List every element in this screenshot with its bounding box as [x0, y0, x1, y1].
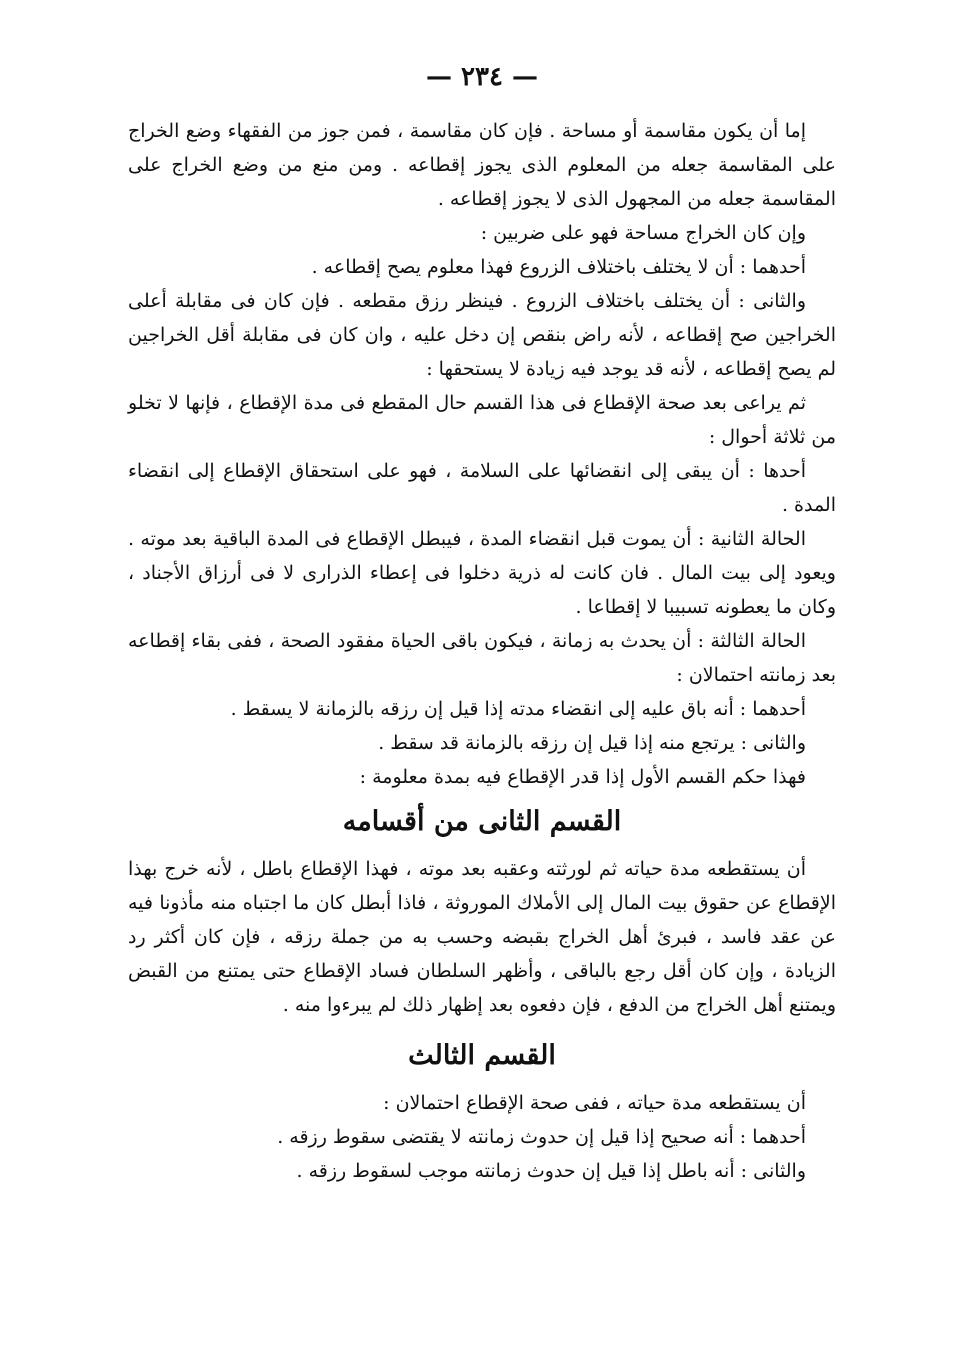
paragraph: أحدها : أن يبقى إلى انقضائها على السلامة ، فهو على استحقاق الإقطاع إلى انقضاء المدة . [128, 460, 836, 516]
paragraph: أن يستقطعه مدة حياته ، ففى صحة الإقطاع احتمالان : [383, 1092, 806, 1114]
paragraph: إما أن يكون مقاسمة أو مساحة . فإن كان مقاسمة ، فمن جوز من الفقهاء وضع الخراج على المقاسمة جعله من المعلوم الذى يجوز إقطاعه . ومن منع من وضع الخراج على المقاسمة جعله من المجهول الذى لا يجوز إقطاعه . [128, 120, 836, 210]
paragraph: فهذا حكم القسم الأول إذا قدر الإقطاع فيه بمدة معلومة : [359, 766, 806, 788]
paragraph: والثانى : أنه باطل إذا قيل إن حدوث زمانته موجب لسقوط رزقه . [296, 1160, 806, 1182]
paragraph: الحالة الثالثة : أن يحدث به زمانة ، فيكون باقى الحياة مفقود الصحة ، ففى بقاء إقطاعه بعد زمانته احتمالان : [128, 630, 836, 686]
paragraph: أحدهما : أنه باق عليه إلى انقضاء مدته إذا قيل إن رزقه بالزمانة لا يسقط . [230, 698, 806, 720]
paragraph: وإن كان الخراج مساحة فهو على ضربين : [480, 222, 806, 244]
paragraph: والثانى : أن يختلف باختلاف الزروع . فينظر رزق مقطعه . فإن كان فى مقابلة أعلى الخراجين صح إقطاعه ، لأنه راض بنقص إن دخل عليه ، وان كان فى مقابلة أقل الخراجين لم يصح إقطاعه ، لأنه قد يوجد فيه زيادة لا يستحقها : [128, 290, 836, 380]
paragraph: والثانى : يرتجع منه إذا قيل إن رزقه بالزمانة قد سقط . [378, 732, 806, 754]
section-3 [128, 1086, 836, 1188]
paragraph: ثم يراعى بعد صحة الإقطاع فى هذا القسم حال المقطع فى مدة الإقطاع ، فإنها لا تخلو من ثلاثة أحوال : [128, 392, 836, 448]
paragraph: أن يستقطعه مدة حياته ثم لورثته وعقبه بعد موته ، فهذا الإقطاع باطل ، لأنه خرج بهذا الإقطاع عن حقوق بيت المال إلى الأملاك الموروثة ، فاذا أبطل كان ما اجتباه منه مأذونا فيه عن عقد فاسد ، فبرئ أهل الخراج بقبضه وحسب به من جملة رزقه ، فإن كان أكثر رد الزيادة ، وإن كان أقل رجع بالباقى ، وأظهر السلطان فساد الإقطاع حتى يمتنع من القبض ويمتنع أهل الخراج من الدفع ، فإن دفعوه بعد إظهار ذلك لم يبرءوا منه . [128, 858, 836, 1016]
section-heading: القسم الثالث [408, 1040, 556, 1071]
page-number: — ٢٣٤ — [425, 62, 539, 92]
paragraph: أحدهما : أن لا يختلف باختلاف الزروع فهذا معلوم يصح إقطاعه . [311, 256, 806, 278]
paragraph: الحالة الثانية : أن يموت قبل انقضاء المدة ، فيبطل الإقطاع فى المدة الباقية بعد موته . ويعود إلى بيت المال . فان كانت له ذرية دخلوا فى إعطاء الذرارى لا فى أرزاق الأجناد ، وكان ما يعطونه تسبيبا لا إقطاعا . [128, 528, 836, 618]
section-2 [128, 852, 836, 1022]
paragraph: أحدهما : أنه صحيح إذا قيل إن حدوث زمانته لا يقتضى سقوط رزقه . [277, 1126, 806, 1148]
section-heading: القسم الثانى من أقسامه [342, 806, 622, 837]
section-1 [128, 114, 836, 794]
